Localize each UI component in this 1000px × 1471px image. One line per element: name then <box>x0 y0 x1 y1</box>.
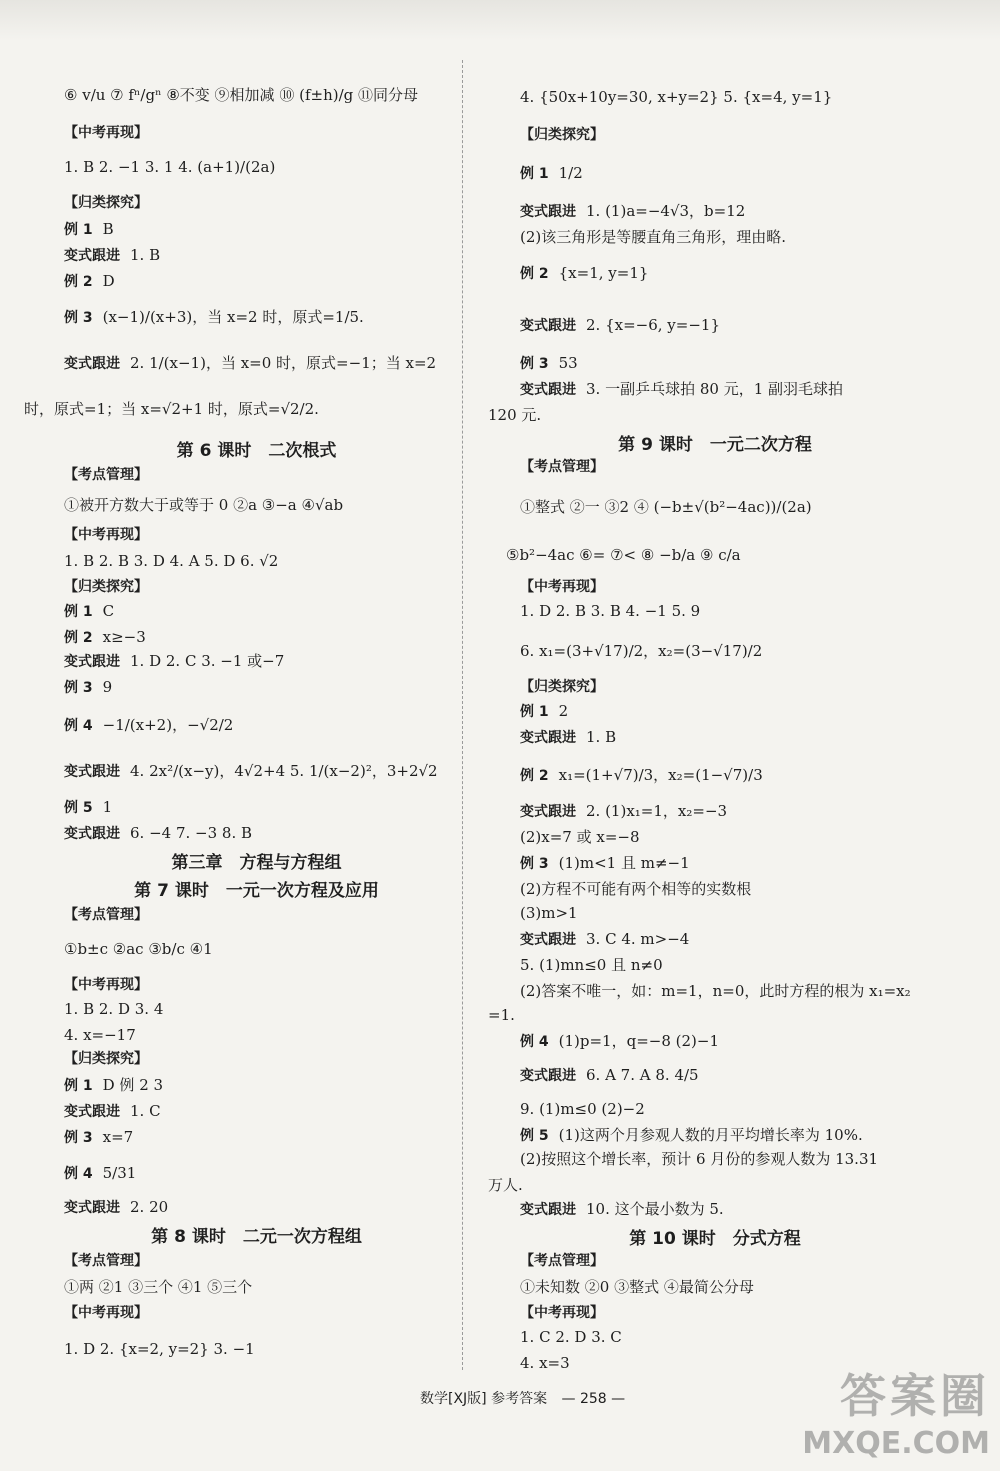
example-answer: x≥−3 <box>102 628 146 646</box>
answer-line: (2)该三角形是等腰直角三角形，理由略. <box>520 228 787 246</box>
lesson-title: 第 10 课时 分式方程 <box>629 1229 801 1249</box>
example-row <box>64 796 112 819</box>
watermark <box>802 1360 990 1461</box>
answer-line: 1. D 2. B 3. B 4. −1 5. 9 <box>520 602 701 620</box>
example-label: 例 3 <box>520 856 549 872</box>
variant-label: 变式跟进 <box>520 204 576 220</box>
variant-answer: 1. B <box>130 246 161 264</box>
example-label: 例 4 <box>64 718 93 734</box>
watermark-logo-text: 答案圈 <box>840 1369 990 1423</box>
section-header: 【考点管理】 <box>64 467 148 483</box>
lesson-title: 第 7 课时 一元一次方程及应用 <box>134 881 379 901</box>
example-label: 例 4 <box>520 1034 549 1050</box>
answer-line: ①b±c ②ac ③b/c ④1 <box>64 940 213 958</box>
answer-line: (3)m>1 <box>520 904 578 922</box>
example-label: 例 1 <box>64 1078 93 1094</box>
variant-answer: 1. C <box>130 1102 161 1120</box>
example-row <box>64 306 364 329</box>
variant-answer: 2. 20 <box>130 1198 169 1216</box>
example-label: 例 3 <box>520 356 549 372</box>
variant-label: 变式跟进 <box>64 356 120 372</box>
example-answer: −1/(x+2)，−√2/2 <box>102 716 234 734</box>
variant-answer: 1. D 2. C 3. −1 或−7 <box>130 652 285 670</box>
variant-row <box>520 800 727 823</box>
section-header: 【归类探究】 <box>64 579 148 595</box>
variant-answer: 6. −4 7. −3 8. B <box>130 824 253 842</box>
answer-line: (2)答案不唯一，如：m=1，n=0，此时方程的根为 x₁=x₂ <box>520 982 911 1000</box>
footer-text: 数学[XJ版] 参考答案 <box>420 1391 548 1407</box>
example-answer: 2 <box>558 702 569 720</box>
example-answer: (1)p=1，q=−8 (2)−1 <box>558 1032 719 1050</box>
example-answer: C <box>102 602 115 620</box>
example-row <box>520 700 568 723</box>
example-answer: B <box>102 220 114 238</box>
example-label: 例 2 <box>64 274 93 290</box>
variant-answer: 4. 2x²/(x−y)，4√2+4 5. 1/(x−2)²，3+2√2 <box>130 762 438 780</box>
answer-line: 1. D 2. {x=2, y=2} 3. −1 <box>64 1340 255 1358</box>
variant-answer: 3. C 4. m>−4 <box>586 930 690 948</box>
variant-label: 变式跟进 <box>520 382 576 398</box>
example-row <box>520 852 690 875</box>
answer-line: ①被开方数大于或等于 0 ②a ③−a ④√ab <box>64 496 344 514</box>
variant-row <box>520 928 689 951</box>
example-row <box>64 218 114 241</box>
example-label: 例 5 <box>520 1128 549 1144</box>
example-row <box>520 1124 863 1147</box>
variant-label: 变式跟进 <box>520 1202 576 1218</box>
section-header: 【中考再现】 <box>64 125 148 141</box>
example-row <box>520 352 578 375</box>
example-label: 例 2 <box>520 768 549 784</box>
variant-label: 变式跟进 <box>64 1200 120 1216</box>
example-answer: (x−1)/(x+3)，当 x=2 时，原式=1/5. <box>102 308 364 326</box>
example-label: 例 2 <box>520 266 549 282</box>
variant-answer: 6. A 7. A 8. 4/5 <box>586 1066 699 1084</box>
answer-line: 1. B 2. −1 3. 1 4. (a+1)/(2a) <box>64 158 276 176</box>
section-header: 【中考再现】 <box>520 1305 604 1321</box>
answer-line: 4. x=−17 <box>64 1026 136 1044</box>
variant-row <box>64 650 284 673</box>
example-answer: D <box>102 272 115 290</box>
variant-row <box>520 1198 724 1221</box>
example-row <box>520 1030 719 1053</box>
answer-line: ⑤b²−4ac ⑥= ⑦< ⑧ −b/a ⑨ c/a <box>506 546 741 564</box>
variant-answer: 1. (1)a=−4√3，b=12 <box>586 202 746 220</box>
example-label: 例 1 <box>64 604 93 620</box>
example-answer: D 例 2 3 <box>102 1076 164 1094</box>
section-header: 【中考再现】 <box>520 579 604 595</box>
variant-row <box>64 760 438 783</box>
section-header: 【归类探究】 <box>64 195 148 211</box>
variant-label: 变式跟进 <box>520 730 576 746</box>
lesson-title: 第 6 课时 二次根式 <box>176 441 337 461</box>
variant-answer: 3. 一副乒乓球拍 80 元，1 副羽毛球拍 <box>586 380 844 398</box>
example-row <box>64 676 112 699</box>
example-answer: 5/31 <box>102 1164 137 1182</box>
page-footer <box>420 1388 625 1408</box>
example-row <box>520 764 763 787</box>
answer-line: ⑥ v/u ⑦ fⁿ/gⁿ ⑧不变 ⑨相加减 ⑩ (f±h)/g ⑪同分母 <box>64 86 419 104</box>
example-label: 例 3 <box>64 1130 93 1146</box>
lesson-title: 第 9 课时 一元二次方程 <box>618 435 812 455</box>
example-label: 例 2 <box>64 630 93 646</box>
example-answer: 1/2 <box>558 164 583 182</box>
example-answer: 53 <box>558 354 578 372</box>
variant-answer: 10. 这个最小数为 5. <box>586 1200 724 1218</box>
example-row <box>520 262 648 285</box>
answer-line: ①未知数 ②0 ③整式 ④最简公分母 <box>520 1278 754 1296</box>
section-header: 【考点管理】 <box>64 1253 148 1269</box>
example-answer: {x=1, y=1} <box>558 264 649 282</box>
variant-row <box>520 378 843 401</box>
variant-row <box>64 1100 161 1123</box>
answer-line: =1. <box>488 1006 515 1024</box>
example-answer: x₁=(1+√7)/3，x₂=(1−√7)/3 <box>558 766 763 784</box>
section-header: 【考点管理】 <box>64 907 148 923</box>
variant-row <box>520 200 745 223</box>
answer-line: 1. C 2. D 3. C <box>520 1328 622 1346</box>
column-divider <box>462 60 463 1370</box>
variant-row <box>64 352 436 375</box>
answer-line: 120 元. <box>488 406 542 424</box>
answer-line: (2)按照这个增长率，预计 6 月份的参观人数为 13.31 <box>520 1150 879 1168</box>
answer-line: 5. (1)mn≤0 且 n≠0 <box>520 956 663 974</box>
section-header: 【归类探究】 <box>520 127 604 143</box>
section-header: 【中考再现】 <box>64 527 148 543</box>
answer-line: ①两 ②1 ③三个 ④1 ⑤三个 <box>64 1278 253 1296</box>
example-answer: 9 <box>102 678 113 696</box>
example-answer: (1)这两个月参观人数的月平均增长率为 10%. <box>558 1126 863 1144</box>
example-label: 例 1 <box>520 704 549 720</box>
example-row <box>64 714 233 737</box>
variant-label: 变式跟进 <box>520 932 576 948</box>
page-number: — 258 — <box>561 1391 626 1407</box>
example-row <box>64 600 114 623</box>
example-label: 例 1 <box>520 166 549 182</box>
variant-label: 变式跟进 <box>520 804 576 820</box>
answer-line: 时，原式=1；当 x=√2+1 时，原式=√2/2. <box>24 400 319 418</box>
variant-row <box>64 822 252 845</box>
example-label: 例 1 <box>64 222 93 238</box>
example-row <box>520 162 583 185</box>
example-answer: (1)m<1 且 m≠−1 <box>558 854 690 872</box>
variant-answer: 2. (1)x₁=1，x₂=−3 <box>586 802 728 820</box>
variant-label: 变式跟进 <box>64 764 120 780</box>
example-row <box>64 270 115 293</box>
answer-line: ①整式 ②一 ③2 ④ (−b±√(b²−4ac))/(2a) <box>520 498 812 516</box>
section-header: 【归类探究】 <box>520 679 604 695</box>
answer-line: 4. x=3 <box>520 1354 570 1372</box>
variant-row <box>520 1064 699 1087</box>
scan-shadow <box>0 0 1000 40</box>
answer-line: 1. B 2. D 3. 4 <box>64 1000 164 1018</box>
example-row <box>64 1074 163 1097</box>
answer-line: (2)方程不可能有两个相等的实数根 <box>520 880 752 898</box>
example-label: 例 3 <box>64 680 93 696</box>
example-row <box>64 1162 136 1185</box>
example-label: 例 4 <box>64 1166 93 1182</box>
variant-row <box>520 314 720 337</box>
example-label: 例 3 <box>64 310 93 326</box>
answer-line: 6. x₁=(3+√17)/2，x₂=(3−√17)/2 <box>520 642 763 660</box>
section-header: 【中考再现】 <box>64 977 148 993</box>
watermark-url: MXQE.COM <box>802 1426 990 1461</box>
section-header: 【归类探究】 <box>64 1051 148 1067</box>
example-row <box>64 1126 133 1149</box>
answer-line: 1. B 2. B 3. D 4. A 5. D 6. √2 <box>64 552 279 570</box>
variant-answer: 1. B <box>586 728 617 746</box>
answer-line: 万人. <box>488 1176 523 1194</box>
variant-label: 变式跟进 <box>64 1104 120 1120</box>
variant-answer: 2. 1/(x−1)，当 x=0 时，原式=−1；当 x=2 <box>130 354 437 372</box>
answer-line: 4. {50x+10y=30, x+y=2} 5. {x=4, y=1} <box>520 88 833 106</box>
variant-label: 变式跟进 <box>64 654 120 670</box>
variant-label: 变式跟进 <box>64 826 120 842</box>
variant-label: 变式跟进 <box>520 1068 576 1084</box>
example-answer: 1 <box>102 798 113 816</box>
variant-row <box>64 1196 168 1219</box>
lesson-title: 第 8 课时 二元一次方程组 <box>151 1227 362 1247</box>
section-header: 【考点管理】 <box>520 1253 604 1269</box>
variant-label: 变式跟进 <box>520 318 576 334</box>
variant-answer: 2. {x=−6, y=−1} <box>586 316 720 334</box>
variant-label: 变式跟进 <box>64 248 120 264</box>
example-label: 例 5 <box>64 800 93 816</box>
example-answer: x=7 <box>102 1128 134 1146</box>
example-row <box>64 626 146 649</box>
section-header: 【考点管理】 <box>520 459 604 475</box>
chapter-title: 第三章 方程与方程组 <box>171 853 342 873</box>
variant-row <box>64 244 160 267</box>
answer-line: (2)x=7 或 x=−8 <box>520 828 640 846</box>
section-header: 【中考再现】 <box>64 1305 148 1321</box>
variant-row <box>520 726 616 749</box>
answer-line: 9. (1)m≤0 (2)−2 <box>520 1100 645 1118</box>
